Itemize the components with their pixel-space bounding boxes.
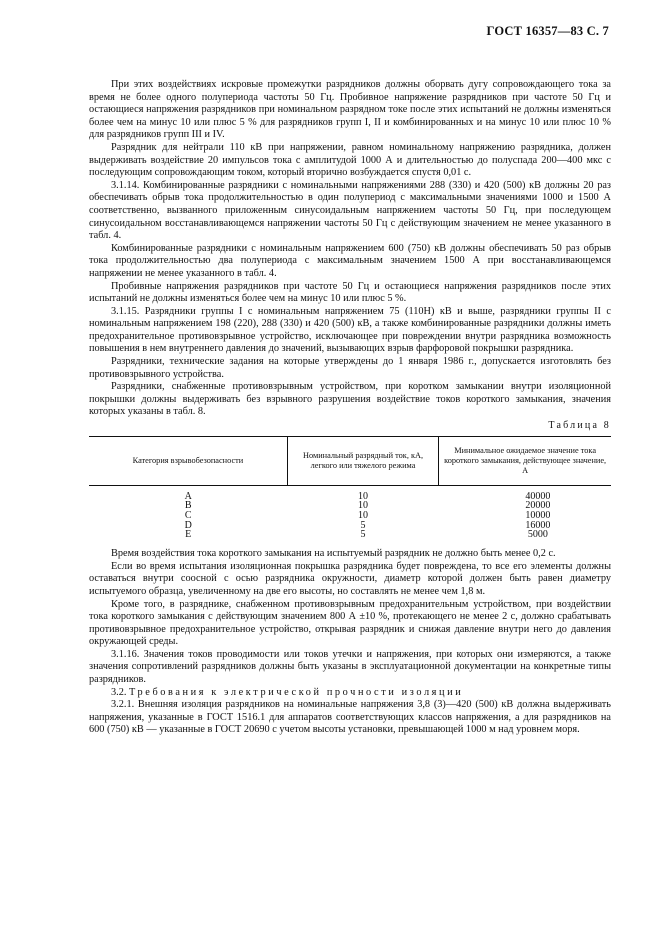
paragraph: Комбинированные разрядники с номинальным напряжением 600 (750) кВ должны обеспечивать 50 раз обрыв тока продолжительностью два полупериода с максимальным значением 1500 А при восстанавливающемся напряжении не менее указанного в табл. 4.	[89, 242, 611, 279]
cell-category: Е	[185, 529, 192, 541]
paragraph: 3.1.16. Значения токов проводимости или токов утечки и напряжения, при которых они измеряются, а также значения сопротивлений разрядников должны быть указаны в эксплуатационной документации на конкретные типы разрядников.	[89, 648, 611, 686]
paragraph: При этих воздействиях искровые промежутки разрядников должны оборвать дугу сопровождающего тока за время не более одного полупериода частоты 50 Гц. Пробивное напряжение разрядников при частоте 50 Гц и остающиеся напряжения разрядников при номинальном разрядном токе после этих испытаний не должны изменяться более чем на минус 10 или плюс 5 % для разрядников групп I, II и комбинированных и на минус 10 или плюс 10 % для разрядников групп III и IV.	[89, 79, 611, 141]
paragraph: 3.2.1. Внешняя изоляция разрядников на номинальные напряжения 3,8 (3)—420 (500) кВ должна выдерживать напряжения, указанные в ГОСТ 1516.1 для аппаратов соответствующих классов напряжения, а для разрядников на 600 (750) кВ — указанные в ГОСТ 20690 с учетом высоты установки, превышающей 1000 м над уровнем моря.	[89, 699, 611, 736]
paragraphs-after-table	[89, 548, 611, 687]
paragraph: Пробивные напряжения разрядников при частоте 50 Гц и остающиеся напряжения разрядников после этих испытаний не должны изменяться более чем на минус 10 или плюс 5 %.	[89, 280, 611, 305]
paragraph: Время воздействия тока короткого замыкания на испытуемый разрядник не должно быть менее 0,2 с.	[111, 548, 556, 560]
section-number: 3.2.	[111, 686, 127, 698]
cell-category: В	[184, 500, 192, 512]
column-header-category: Категория взрывобезопасности	[89, 436, 287, 485]
cell-category: С	[184, 510, 192, 522]
table-8	[89, 436, 611, 541]
cell-discharge-current: 10	[358, 490, 369, 502]
section-title: Требования к электрической прочности изоляции	[129, 686, 464, 698]
table-row	[89, 485, 611, 501]
column-header-discharge-current: Номинальный разрядный ток, кА, легкого или тяжелого режима	[287, 436, 438, 485]
table-header-row	[89, 436, 611, 485]
document-body	[89, 79, 611, 737]
paragraph: 3.1.15. Разрядники группы I с номинальным напряжением 75 (110Н) кВ и выше, разрядники группы II с номинальным напряжением 198 (220), 288 (330) и 420 (500) кВ, а также комбинированные разрядники должны иметь предохранительное противовзрывное устройство, исключающее при повреждении внутри разрядника возможность повышения в нем внутреннего давления до значений, вызывающих взрыв фарфоровой покрышки разрядника.	[89, 305, 611, 355]
table-row	[89, 530, 611, 540]
cell-category: А	[184, 490, 192, 502]
cell-discharge-current: 5	[360, 519, 366, 531]
cell-short-circuit-current: 16000	[525, 519, 551, 531]
cell-discharge-current: 10	[358, 510, 369, 522]
cell-discharge-current: 10	[358, 500, 369, 512]
table-caption: Таблица 8	[548, 420, 611, 432]
section-heading	[89, 687, 611, 700]
cell-short-circuit-current: 10000	[525, 510, 551, 522]
cell-short-circuit-current: 5000	[527, 529, 548, 541]
paragraph: Кроме того, в разряднике, снабженном противовзрывным предохранительным устройством, при воздействии тока короткого замыкания с действующим значением 800 А ±10 %, протекающего не менее 2 с, должно срабатывать противовзрывное предохранительное устройство, открывая разрядник и снижая давление внутри него до давления окружающей среды.	[89, 598, 611, 648]
paragraph: Разрядники, снабженные противовзрывным устройством, при коротком замыкании внутри изоляционной покрышки должны выдерживать без взрывного разрушения воздействие токов короткого замыкания, значения которых указаны в табл. 8.	[89, 381, 611, 418]
column-header-short-circuit-current: Минимальное ожидаемое значение тока короткого замыкания, действующее значение, А	[439, 436, 611, 485]
cell-short-circuit-current: 20000	[525, 500, 551, 512]
paragraph: Разрядники, технические задания на которые утверждены до 1 января 1986 г., допускается изготовлять без противовзрывного устройства.	[89, 356, 611, 380]
cell-short-circuit-current: 40000	[525, 490, 551, 502]
paragraph: Если во время испытания изоляционная покрышка разрядника будет повреждена, то все его элементы должны оставаться внутри соосной с осью разрядника окружности, диаметр которой должен быть равен диаметру испытуемого образца, увеличенному на две его высоты, но составлять не менее чем 1,8 м.	[89, 560, 611, 597]
page-header: ГОСТ 16357—83 С. 7	[486, 24, 609, 38]
paragraph: Разрядник для нейтрали 110 кВ при напряжении, равном номинальному напряжению разрядника, должен выдерживать воздействие 20 импульсов тока с амплитудой 1000 А и длительностью до полуспада 200—400 мкс с последующим сопровождающим током, который вторично возбуждается спустя 0,01 с.	[89, 141, 611, 179]
cell-discharge-current: 5	[360, 529, 366, 541]
cell-category: D	[184, 519, 192, 531]
paragraph: 3.1.14. Комбинированные разрядники с номинальными напряжениями 288 (330) и 420 (500) кВ должны 20 раз обеспечивать обрыв тока продолжительностью в один полупериод с максимальными значениями 1000 и 1500 А соответственно, вызванного приложенным синусоидальным напряжением частоты 50 Гц, при последующем синусоидальном восстанавливающемся напряжении частоты 50 Гц с действующим значением не менее указанного в табл. 4.	[89, 179, 611, 242]
